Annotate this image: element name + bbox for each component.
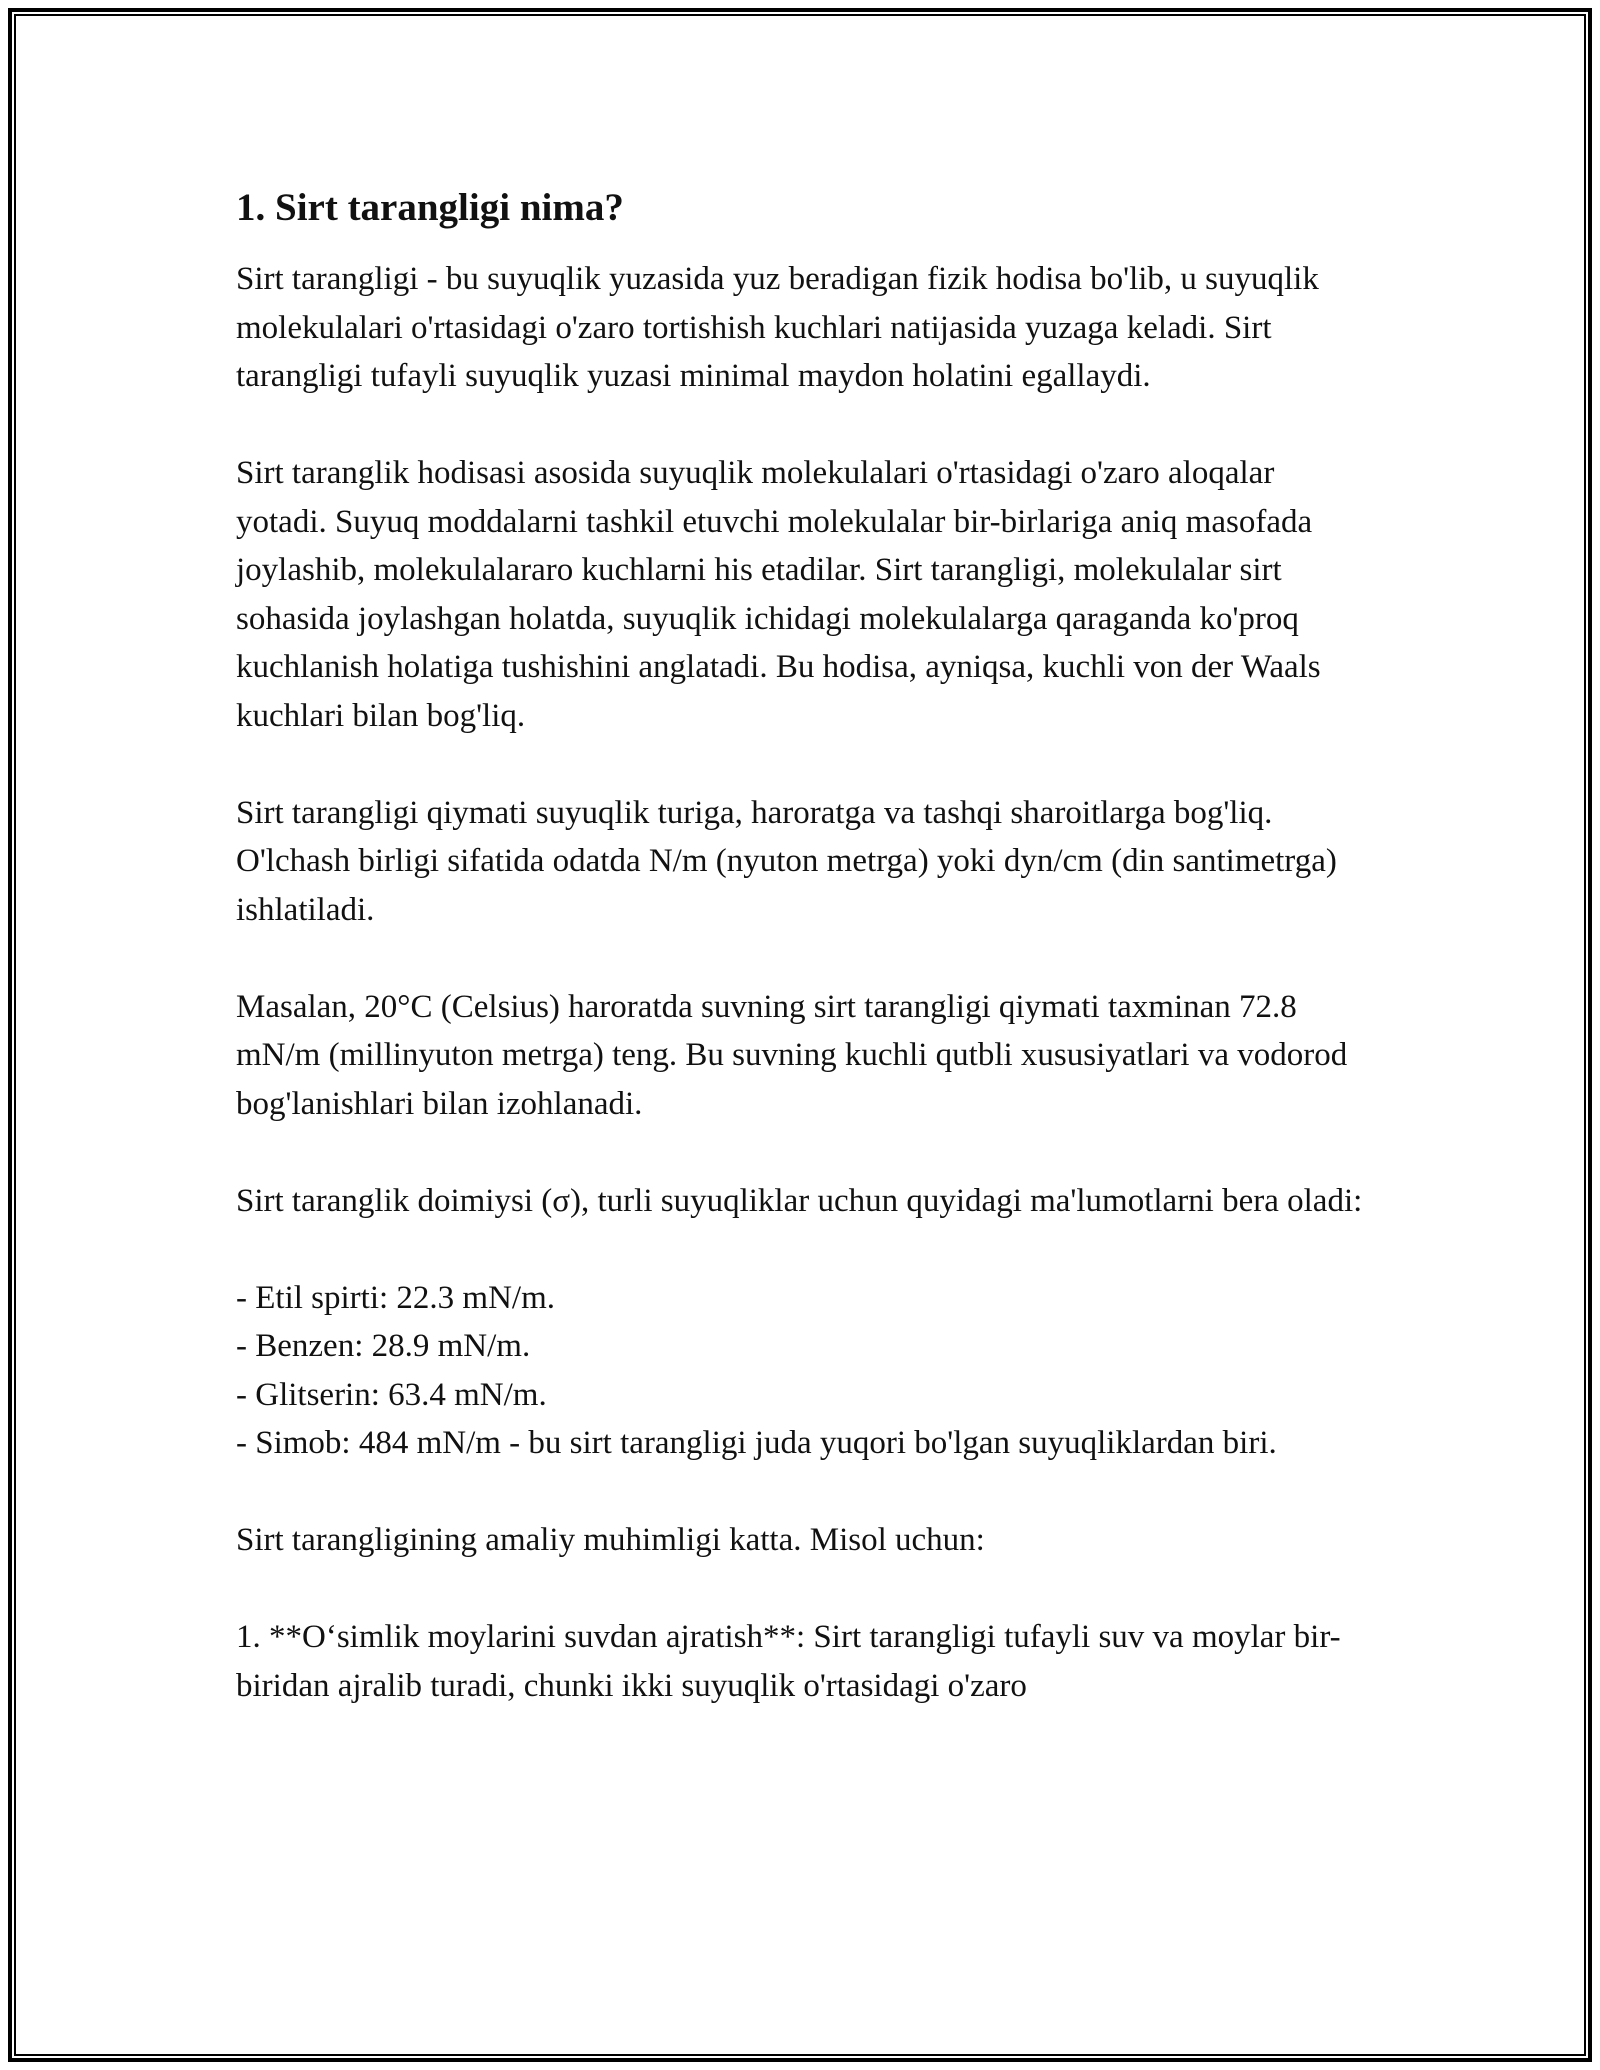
paragraph-units: Sirt tarangligi qiymati suyuqlik turiga, haroratga va tashqi sharoitlarga bog'liq. O'lchash birligi sifatida odatda N/m (nyuton metrga) yoki dyn/cm (din santimetrga) ishlatiladi. bbox=[236, 794, 1337, 928]
paragraph-gap bbox=[236, 1128, 1366, 1177]
paragraph-practical-importance: Sirt tarangligining amaliy muhimligi katta. Misol uchun: bbox=[236, 1522, 985, 1558]
paragraph-definition: Sirt tarangligi - bu suyuqlik yuzasida yuz beradigan fizik hodisa bo'lib, u suyuqlik molekulalari o'rtasidagi o'zaro tortishish kuchlari natijasida yuzaga keladi. Sirt tarangligi tufayli suyuqlik yuzasi minimal maydon holatini egallaydi. bbox=[236, 261, 1319, 394]
list-item: - Simob: 484 mN/m - bu sirt tarangligi juda yuqori bo'lgan suyuqliklardan biri. bbox=[236, 1425, 1277, 1461]
paragraph-water-example: Masalan, 20°C (Celsius) haroratda suvning sirt tarangligi qiymati taxminan 72.8 mN/m (millinyuton metrga) teng. Bu suvning kuchli qutbli xususiyatlari va vodorod bog'lanishlari bilan izohlanadi. bbox=[236, 988, 1348, 1122]
paragraph-gap bbox=[236, 1468, 1366, 1517]
list-item: - Etil spirti: 22.3 mN/m. bbox=[236, 1279, 555, 1316]
paragraph-gap bbox=[236, 1565, 1366, 1614]
liquid-values-list bbox=[236, 1274, 1366, 1468]
numbered-item-1: 1. **O‘simlik moylarini suvdan ajratish**: Sirt tarangligi tufayli suv va moylar bir-biridan ajralib turadi, chunki ikki suyuqlik o'rtasidagi o'zaro bbox=[236, 1619, 1341, 1704]
paragraph-constant-intro: Sirt taranglik doimiysi (σ), turli suyuqliklar uchun quyidagi ma'lumotlarni bera oladi: bbox=[236, 1182, 1363, 1219]
document-body bbox=[236, 184, 1366, 1710]
paragraph-gap bbox=[236, 740, 1366, 789]
document-title: 1. Sirt tarangligi nima? bbox=[236, 186, 624, 229]
paragraph-molecular-basis: Sirt taranglik hodisasi asosida suyuqlik molekulalari o'rtasidagi o'zaro aloqalar yotadi. Suyuq moddalarni tashkil etuvchi molekulalar bir-birlariga aniq masofada joylashib, molekulalararo kuchlarni his etadilar. Sirt tarangligi, molekulalar sirt sohasida joylashgan holatda, suyuqlik ichidagi molekulalarga qaraganda ko'proq kuchlanish holatiga tushishini anglatadi. Bu hodisa, ayniqsa, kuchli von der Waals kuchlari bilan bog'liq. bbox=[236, 455, 1321, 734]
paragraph-gap bbox=[236, 934, 1366, 983]
list-item: - Glitserin: 63.4 mN/m. bbox=[236, 1376, 547, 1413]
paragraph-gap bbox=[236, 1225, 1366, 1274]
list-item: - Benzen: 28.9 mN/m. bbox=[236, 1328, 531, 1364]
paragraph-gap bbox=[236, 401, 1366, 450]
